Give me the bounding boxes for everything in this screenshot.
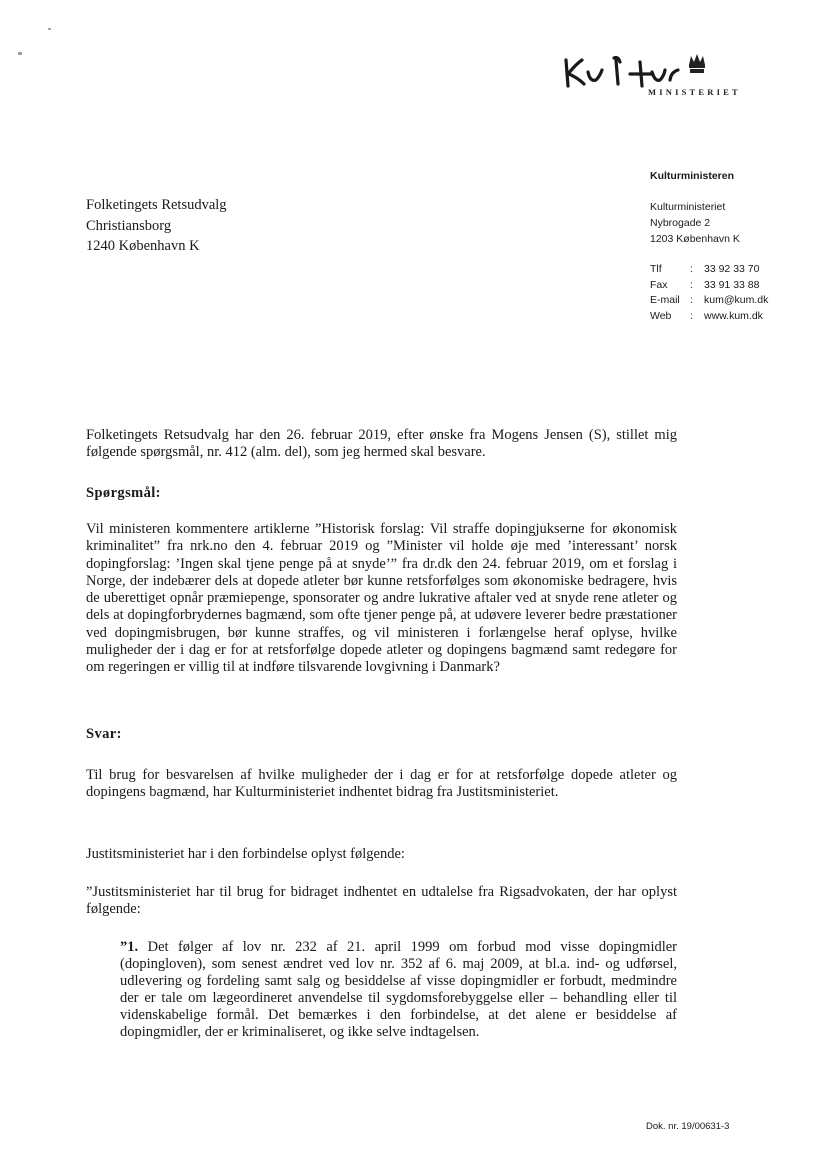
scan-speck [18,52,22,55]
contact-label: E-mail [650,294,680,306]
quoted-statement [120,939,677,1042]
contact-value: www.kum.dk [704,309,763,322]
answer-heading: Svar: [86,726,122,742]
crown-icon [688,52,706,74]
contact-label: Tlf [650,263,662,275]
sender-title: Kulturministeren [650,170,735,182]
contact-row-fax [650,278,768,294]
answer-paragraph: Justitsministeriet har i den forbindelse oplyst følgende: [86,846,405,862]
question-paragraph: Vil ministeren kommentere artiklerne ”Historisk forslag: Vil straffe dopingjukserne for økonomisk kriminalitet” fra nrk.no den 4. februar 2019 og ”Minister vil holde øje med ’interessant’ norsk dopingforslag: ’Ingen skal tjene penge på at snyde’” fra dr.dk den 24. februar 2019, om et forslag i Norge, der indebærer dels at dopede atleter bør kunne retsforfølges som økonomiske bedragere, hvis de uberettiget opnår præmiepenge, sponsorater og andre lukrative aftaler ved at snyde rene atleter og dels at dopingforbrydernes bagmænd, som ofte tjener penge på, at udøvere leverer bedre præstationer ved dopingmisbrugen, bør kunne straffes, og vil ministeren i forlængelse heraf oplyse, hvilke muligheder der i dag er for at retsforfølge dopede atleter og dopingens bagmænd samt redegøre for om regeringen er villig til at indføre tilsvarende lovgivning i Danmark? [86,521,677,676]
contact-row-phone [650,262,768,278]
recipient-line: Folketingets Retsudvalg [86,197,227,213]
quote-text: Det følger af lov nr. 232 af 21. april 1999 om forbud mod visse dopingmidler (dopingloven), som senest ændret ved lov nr. 352 af 6. maj 2009, at bl.a. ind- og udførsel, udlevering og fordeling samt salg og besiddelse af visse dopingmidler er forbudt, medmindre der er tale om lægeordineret anvendelse til sygdomsforebyggelse eller – behandling eller til videnskabelige formål. Det bemærkes i den forbindelse, at det alene er besiddelse af dopingmidler, der er kriminaliseret, og ikke selve indtagelsen. [120,939,678,1041]
contact-row-email [650,293,768,309]
contact-separator: : [690,278,693,291]
recipient-line: Christiansborg [86,217,172,234]
question-heading: Spørgsmål: [86,485,161,501]
contact-label: Fax [650,278,668,291]
answer-paragraph: Til brug for besvarelsen af hvilke muligheder der i dag er for at retsforfølge dopede atleter og dopingens bagmænd, har Kulturministeriet indhentet bidrag fra Justitsministeriet. [86,767,677,801]
sender-address-line: Nybrogade 2 [650,217,711,229]
contact-separator: : [690,263,693,275]
contact-info [650,262,768,324]
document-number: Dok. nr. 19/00631-3 [646,1121,730,1132]
contact-value: kum@kum.dk [704,294,769,306]
intro-paragraph: Folketingets Retsudvalg har den 26. februar 2019, efter ønske fra Mogens Jensen (S), stillet mig følgende spørgsmål, nr. 412 (alm. del), som jeg hermed skal besvare. [86,427,677,461]
logo-subtitle: MINISTERIET [648,87,741,97]
ministry-logo [560,52,760,102]
sender-address-line: Kulturministeriet [650,201,726,213]
contact-separator: : [690,309,693,322]
recipient-line: 1240 København K [86,238,200,254]
contact-label: Web [650,309,672,322]
scan-speck [48,28,51,30]
contact-row-web [650,309,768,325]
sender-address-line: 1203 København K [650,233,740,245]
sender-address [650,199,740,247]
contact-separator: : [690,294,693,306]
answer-paragraph: ”Justitsministeriet har til brug for bidraget indhentet en udtalelse fra Rigsadvokaten, der har oplyst følgende: [86,884,677,918]
contact-value: 33 91 33 88 [704,278,760,291]
quote-number: ”1. [120,939,139,955]
recipient-address [86,195,227,257]
contact-value: 33 92 33 70 [704,263,760,275]
